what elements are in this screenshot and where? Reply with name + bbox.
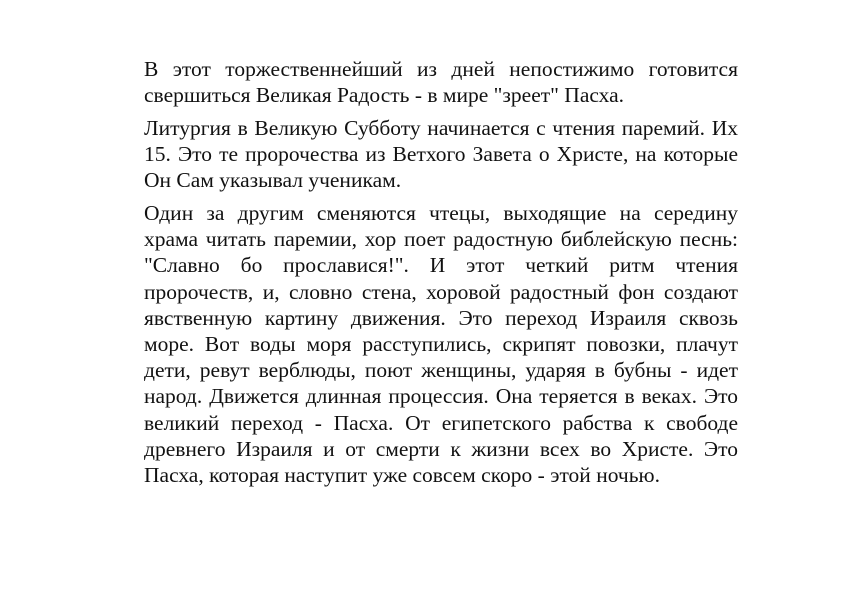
paragraph-3: Один за другим сменяются чтецы, выходящие на середину храма читать паремии, хор поет радостную библейскую песнь: "Славно бо прославися!". И этот четкий ритм чтения пророчеств, и, словно стена, хоровой радостный фон создают явственную картину движения. Это переход Израиля сквозь море. Вот воды моря расступились, скрипят повозки, плачут дети, ревут верблюды, поют женщины, ударяя в бубны - идет народ. Движется длинная процессия. Она теряется в веках. Это великий переход - Пасха. От египетского рабства к свободе древнего Израиля и от смерти к жизни всех во Христе. Это Пасха, которая наступит уже совсем скоро - этой ночью.: [144, 201, 738, 488]
paragraph-2: Литургия в Великую Субботу начинается с чтения паремий. Их 15. Это те пророчества из Ветхого Завета о Христе, на которые Он Сам указывал ученикам.: [144, 115, 738, 193]
paragraph-1: В этот торжественнейший из дней непостижимо готовится свершиться Великая Радость - в мире "зреет" Пасха.: [144, 57, 738, 108]
document-body: [144, 56, 738, 488]
